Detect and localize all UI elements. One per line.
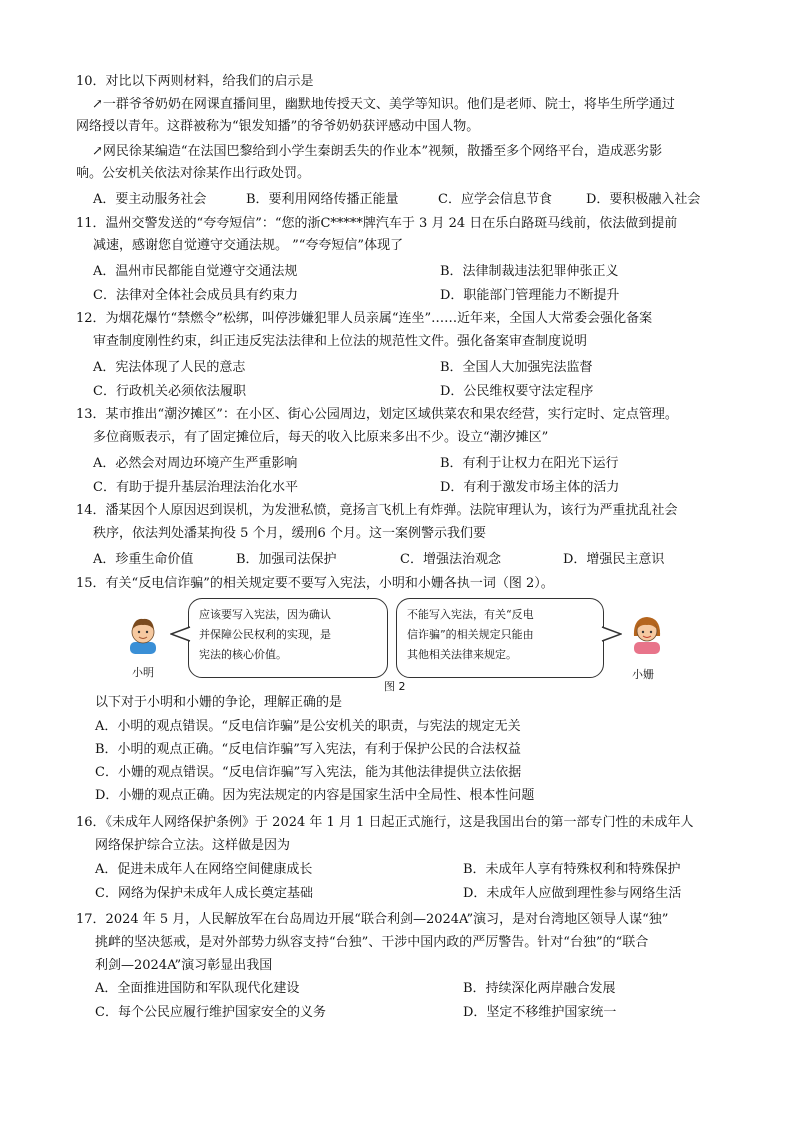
xiaoshan-bubble-line: 信诈骗”的相关规定只能由 (407, 628, 534, 641)
q17-stem-line-1: 17．2024 年 5 月，人民解放军在台岛周边开展“联合利剑—2024A”演习，是对台湾地区领导人谋“独” (76, 912, 669, 927)
figure-2 (118, 596, 678, 696)
q10-material-2-line-2: 响。公安机关依法对徐某作出行政处罚。 (76, 166, 311, 181)
q14-option-c[interactable]: C．增强法治观念 (400, 552, 501, 567)
q13-option-d[interactable]: D．有利于激发市场主体的活力 (440, 480, 620, 495)
q12-option-d[interactable]: D．公民维权要守法定程序 (440, 384, 594, 399)
q15-option-d[interactable]: D．小姗的观点正确。因为宪法规定的内容是国家生活中全局性、根本性问题 (95, 788, 535, 803)
q12-option-a[interactable]: A．宪法体现了人民的意志 (93, 360, 246, 375)
q17-option-c[interactable]: C．每个公民应履行维护国家安全的义务 (95, 1005, 326, 1020)
xiaoshan-bubble-line: 不能写入宪法，有关“反电 (407, 608, 534, 621)
xiaoming-label: 小明 (132, 666, 154, 679)
q16-option-b[interactable]: B．未成年人享有特殊权利和特殊保护 (463, 862, 681, 877)
q11-option-d[interactable]: D．职能部门管理能力不断提升 (440, 288, 620, 303)
q14-option-d[interactable]: D．增强民主意识 (563, 552, 665, 567)
q17-option-a[interactable]: A．全面推进国防和军队现代化建设 (95, 981, 300, 996)
xiaoshan-bubble-line: 其他相关法律来规定。 (407, 648, 517, 661)
q10-stem: 10．对比以下两则材料，给我们的启示是 (76, 74, 314, 89)
q16-option-c[interactable]: C．网络为保护未成年人成长奠定基础 (95, 886, 313, 901)
q14-stem-line-1: 14．潘某因个人原因迟到误机，为发泄私愤，竟扬言飞机上有炸弹。法院审理认为，该行为严重扰乱社会 (76, 503, 678, 518)
q11-option-b[interactable]: B．法律制裁违法犯罪伸张正义 (440, 264, 619, 279)
xiaoshan-avatar-icon (628, 612, 666, 654)
xiaoming-bubble-line: 应该要写入宪法，因为确认 (199, 608, 331, 621)
q17-stem-line-2: 挑衅的坚决惩戒，是对外部势力纵容支持“台独”、干涉中国内政的严厉警告。针对“台独”的“联合 (95, 935, 649, 950)
q12-option-b[interactable]: B．全国人大加强宪法监督 (440, 360, 593, 375)
xiaoming-bubble-line: 并保障公民权利的实现，是 (199, 628, 331, 641)
q14-stem-line-2: 秩序，依法判处潘某拘役 5 个月，缓刑6 个月。这一案例警示我们要 (93, 526, 486, 541)
q12-option-c[interactable]: C．行政机关必须依法履职 (93, 384, 246, 399)
q12-stem-line-1: 12．为烟花爆竹“禁燃令”松绑，叫停涉嫌犯罪人员亲属“连坐”……近年来，全国人大常委会强化备案 (76, 311, 653, 326)
q13-option-b[interactable]: B．有利于让权力在阳光下运行 (440, 456, 619, 471)
q10-material-1-line-2: 网络授以青年。这群被称为“银发知播”的爷爷奶奶获评感动中国人物。 (76, 119, 480, 134)
q13-option-a[interactable]: A．必然会对周边环境产生严重影响 (93, 456, 298, 471)
q16-option-a[interactable]: A．促进未成年人在网络空间健康成长 (95, 862, 313, 877)
q11-stem-line-2: 减速，感谢您自觉遵守交通法规。 ”“夸夸短信”体现了 (93, 238, 404, 253)
left-bubble-tail (170, 626, 192, 642)
q10-material-1-line-1: ↗一群爷爷奶奶在网课直播间里，幽默地传授天文、美学等知识。他们是老师、院士，将毕生所学通过 (92, 97, 675, 112)
q12-stem-line-2: 审查制度刚性约束，纠正违反宪法法律和上位法的规范性文件。强化备案审查制度说明 (93, 334, 588, 349)
xiaoshan-label: 小姗 (632, 668, 654, 681)
q16-stem-line-1: 16．《未成年人网络保护条例》于 2024 年 1 月 1 日起正式施行，这是我国出台的第一部专门性的未成年人 (76, 815, 694, 830)
xiaoming-speech-bubble (188, 598, 388, 678)
q17-option-d[interactable]: D．坚定不移维护国家统一 (463, 1005, 617, 1020)
q10-option-b[interactable]: B．要利用网络传播正能量 (246, 192, 399, 207)
xiaoshan-speech-bubble (396, 598, 604, 678)
q15-option-c[interactable]: C．小姗的观点错误。“反电信诈骗”写入宪法，能为其他法律提供立法依据 (95, 765, 522, 780)
q13-option-c[interactable]: C．有助于提升基层治理法治化水平 (93, 480, 298, 495)
q13-stem-line-2: 多位商贩表示，有了固定摊位后，每天的收入比原来多出不少。设立“潮汐摊区” (93, 430, 549, 445)
q16-option-d[interactable]: D．未成年人应做到理性参与网络生活 (463, 886, 682, 901)
q11-option-a[interactable]: A．温州市民都能自觉遵守交通法规 (93, 264, 298, 279)
q15-option-b[interactable]: B．小明的观点正确。“反电信诈骗”写入宪法，有利于保护公民的合法权益 (95, 742, 521, 757)
q15-prompt: 以下对于小明和小姗的争论，理解正确的是 (95, 695, 343, 710)
q11-stem-line-1: 11．温州交警发送的“夸夸短信”：“您的浙C*****牌汽车于 3 月 24 日在乐白路斑马线前，依法做到提前 (76, 216, 678, 231)
q14-option-a[interactable]: A．珍重生命价值 (93, 552, 194, 567)
q10-material-2-line-1: ↗网民徐某编造“在法国巴黎给到小学生秦朗丢失的作业本”视频，散播至多个网络平台，造成恶劣影 (92, 144, 663, 159)
q10-option-c[interactable]: C．应学会信息节食 (438, 192, 552, 207)
q17-stem-line-3: 利剑—2024A”演习彰显出我国 (95, 958, 273, 973)
q11-option-c[interactable]: C．法律对全体社会成员具有约束力 (93, 288, 298, 303)
q13-stem-line-1: 13．某市推出“潮汐摊区”：在小区、街心公园周边，划定区域供菜农和果农经营，实行定时、定点管理。 (76, 407, 678, 422)
q15-stem: 15．有关“反电信诈骗”的相关规定要不要写入宪法，小明和小姗各执一词（图 2）。 (76, 576, 554, 591)
q10-option-a[interactable]: A．要主动服务社会 (93, 192, 207, 207)
q10-option-d[interactable]: D．要积极融入社会 (586, 192, 701, 207)
q15-option-a[interactable]: A．小明的观点错误。“反电信诈骗”是公安机关的职责，与宪法的规定无关 (95, 719, 521, 734)
figure-caption: 图 2 (384, 680, 406, 693)
q14-option-b[interactable]: B．加强司法保护 (236, 552, 337, 567)
q17-option-b[interactable]: B．持续深化两岸融合发展 (463, 981, 616, 996)
xiaoming-bubble-line: 宪法的核心价值。 (199, 648, 287, 661)
xiaoming-avatar-icon (124, 614, 162, 654)
right-bubble-tail (600, 626, 622, 642)
q16-stem-line-2: 网络保护综合立法。这样做是因为 (95, 838, 291, 853)
